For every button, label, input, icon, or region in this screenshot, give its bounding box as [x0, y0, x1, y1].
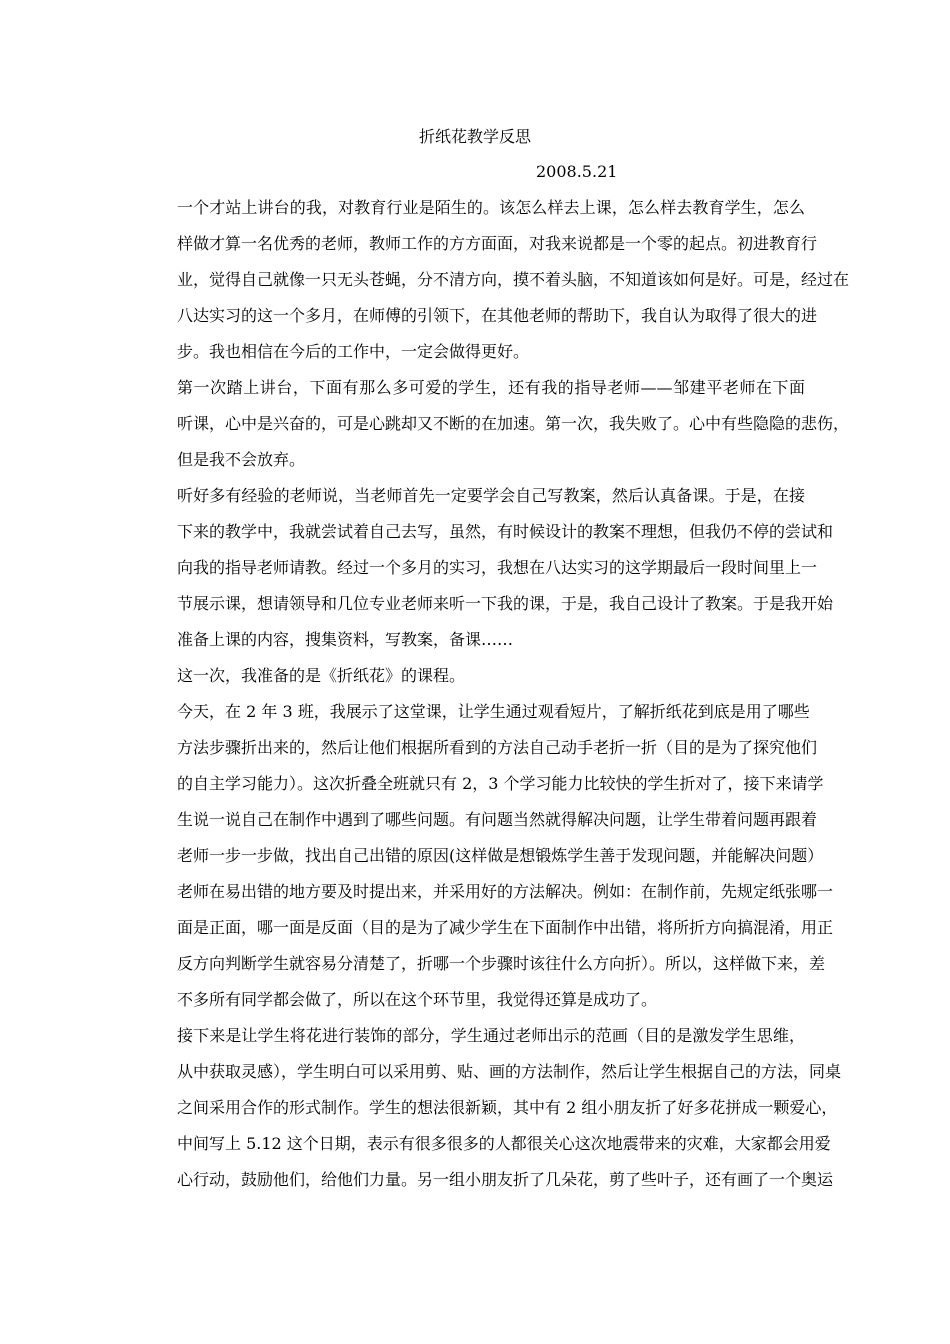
text-line: 从中获取灵感），学生明白可以采用剪、贴、画的方法制作，然后让学生根据自己的方法，同桌 [177, 1062, 842, 1081]
text-line: 一个才站上讲台的我，对教育行业是陌生的。该怎么样去上课，怎么样去教育学生，怎么 [177, 198, 805, 217]
text-line: 下来的教学中，我就尝试着自己去写，虽然，有时候设计的教案不理想，但我仍不停的尝试和 [177, 522, 834, 541]
text-line: 这一次，我准备的是《折纸花》的课程。 [177, 666, 466, 685]
paragraph-course-topic [145, 658, 805, 694]
text-line: 听课，心中是兴奋的，可是心跳却又不断的在加速。第一次，我失败了。心中有些隐隐的悲伤， [177, 414, 850, 433]
paragraph-lesson-planning [145, 478, 834, 658]
paragraph-first-lesson [145, 370, 850, 478]
paragraph-decoration [145, 1018, 842, 1198]
text-line: 接下来是让学生将花进行装饰的部分，学生通过老师出示的范画（目的是激发学生思维， [177, 1026, 805, 1045]
text-line: 方法步骤折出来的，然后让他们根据所看到的方法自己动手老折一折（目的是为了探究他们 [177, 738, 818, 757]
document-body [145, 190, 850, 1198]
paragraph-intro [145, 190, 850, 370]
document-title: 折纸花教学反思 [418, 127, 531, 146]
text-line: 准备上课的内容，搜集资料，写教案，备课…… [177, 630, 514, 649]
text-line: 生说一说自己在制作中遇到了哪些问题。有问题当然就得解决问题，让学生带着问题再跟着 [177, 810, 818, 829]
text-line: 的自主学习能力）。这次折叠全班就只有 2，3 个学习能力比较快的学生折对了，接下来请学 [177, 774, 824, 793]
text-line: 老师一步一步做，找出自己出错的原因(这样做是想锻炼学生善于发现问题，并能解决问题） [177, 846, 824, 865]
text-line: 之间采用合作的形式制作。学生的想法很新颖，其中有 2 组小朋友折了好多花拼成一颗爱心， [177, 1098, 838, 1117]
paragraph-class-demo [145, 694, 834, 1018]
text-line: 八达实习的这一个多月，在师傅的引领下，在其他老师的帮助下，我自认为取得了很大的进 [177, 306, 818, 325]
text-line: 第一次踏上讲台，下面有那么多可爱的学生，还有我的指导老师——邹建平老师在下面 [177, 378, 805, 397]
text-line: 但是我不会放弃。 [177, 450, 306, 469]
text-line: 反方向判断学生就容易分清楚了，折哪一个步骤时该往什么方向折）。所以，这样做下来，差 [177, 954, 826, 973]
text-line: 今天，在 2 年 3 班，我展示了这堂课，让学生通过观看短片，了解折纸花到底是用了哪些 [177, 702, 810, 721]
text-line: 步。我也相信在今后的工作中，一定会做得更好。 [177, 342, 530, 361]
text-line: 样做才算一名优秀的老师，教师工作的方方面面，对我来说都是一个零的起点。初进教育行 [177, 234, 818, 253]
text-line: 向我的指导老师请教。经过一个多月的实习，我想在八达实习的这学期最后一段时间里上一 [177, 558, 818, 577]
document-date: 2008.5.21 [536, 162, 618, 181]
text-line: 心行动，鼓励他们，给他们力量。另一组小朋友折了几朵花，剪了些叶子，还有画了一个奥运 [177, 1170, 834, 1189]
text-line: 面是正面，哪一面是反面（目的是为了减少学生在下面制作中出错，将所折方向搞混淆，用正 [177, 918, 834, 937]
text-line: 中间写上 5.12 这个日期，表示有很多很多的人都很关心这次地震带来的灾难，大家都会用爱 [177, 1134, 831, 1153]
text-line: 听好多有经验的老师说，当老师首先一定要学会自己写教案，然后认真备课。于是，在接 [177, 486, 805, 505]
text-line: 业，觉得自己就像一只无头苍蝇，分不清方向，摸不着头脑，不知道该如何是好。可是，经过在 [177, 270, 850, 289]
text-line: 老师在易出错的地方要及时提出来，并采用好的方法解决。例如：在制作前，先规定纸张哪一 [177, 882, 834, 901]
text-line: 节展示课，想请领导和几位专业老师来听一下我的课，于是，我自己设计了教案。于是我开始 [177, 594, 834, 613]
text-line: 不多所有同学都会做了，所以在这个环节里，我觉得还算是成功了。 [177, 990, 658, 1009]
